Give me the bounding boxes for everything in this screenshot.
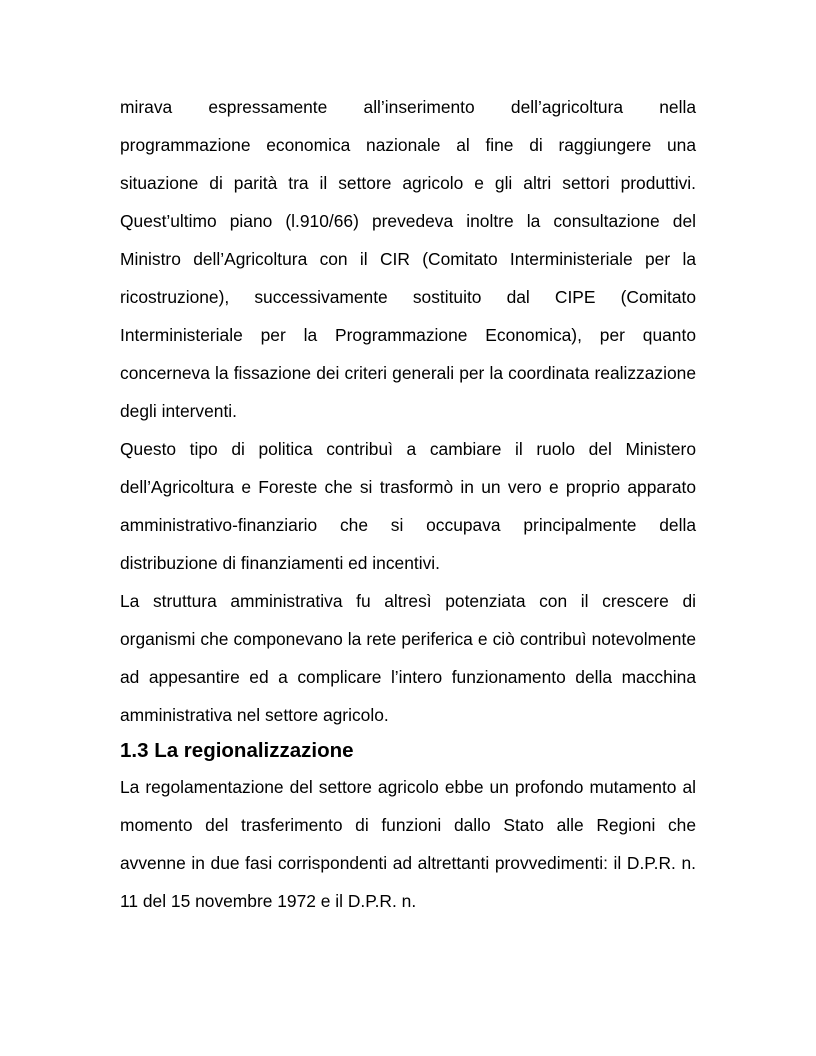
paragraph-planning: mirava espressamente all’inserimento dell’agricoltura nella programmazione economica nazionale al fine di raggiungere una situazione di parità tra il settore agricolo e gli altri settori produttivi. Quest’ultimo piano (l.910/66) prevedeva inoltre la consultazione del Ministro dell’Agricoltura con il CIR (Comitato Interministeriale per la ricostruzione), successivamente sostituito dal CIPE (Comitato Interministeriale per la Programmazione Economica), per quanto concerneva la fissazione dei criteri generali per la coordinata realizzazione degli interventi. — [120, 97, 696, 421]
document-page — [120, 88, 696, 920]
paragraph-regionalization: La regolamentazione del settore agricolo ebbe un profondo mutamento al momento del trasferimento di funzioni dallo Stato alle Regioni che avvenne in due fasi corrispondenti ad altrettanti provvedimenti: il D.P.R. n. 11 del 15 novembre 1972 e il D.P.R. n. — [120, 777, 696, 911]
paragraph-ministry-role: Questo tipo di politica contribuì a cambiare il ruolo del Ministero dell’Agricoltura e Foreste che si trasformò in un vero e proprio apparato amministrativo-finanziario che si occupava principalmente della distribuzione di finanziamenti ed incentivi. — [120, 439, 696, 573]
paragraph-administrative-structure: La struttura amministrativa fu altresì potenziata con il crescere di organismi che componevano la rete periferica e ciò contribuì notevolmente ad appesantire ed a complicare l’intero funzionamento della macchina amministrativa nel settore agricolo. — [120, 591, 696, 725]
section-heading: 1.3 La regionalizzazione — [120, 739, 354, 762]
